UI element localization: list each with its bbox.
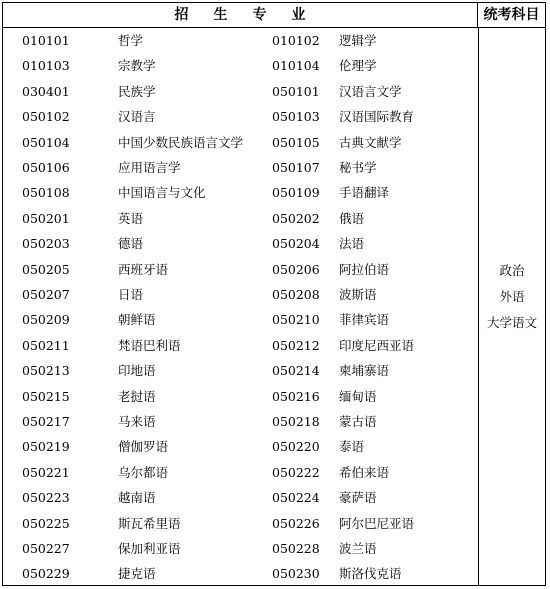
major-code: 050102 (22, 109, 70, 125)
major-code: 050104 (22, 134, 70, 150)
major-code: 050216 (272, 388, 320, 404)
major-code: 050103 (272, 109, 320, 125)
major-code: 010103 (22, 58, 70, 74)
major-code: 050212 (272, 337, 320, 353)
major-name: 法语 (339, 236, 365, 252)
table-row (3, 104, 478, 130)
major-code: 050208 (272, 287, 320, 302)
major-name: 民族学 (118, 83, 156, 99)
major-name: 中国少数民族语言文学 (118, 134, 244, 150)
major-name: 中国语言与文化 (118, 185, 206, 201)
major-code: 050229 (22, 566, 70, 582)
major-name: 蒙古语 (339, 414, 377, 429)
table-header (3, 3, 545, 28)
major-code: 050202 (272, 210, 320, 226)
major-name: 斯洛伐克语 (339, 566, 402, 582)
major-name: 应用语言学 (118, 160, 181, 175)
major-code: 050223 (22, 490, 70, 506)
major-name: 老挝语 (118, 388, 156, 404)
major-name: 菲律宾语 (339, 312, 390, 328)
major-name: 缅甸语 (339, 388, 377, 404)
table-row (3, 333, 478, 359)
major-code: 050109 (272, 185, 320, 201)
major-name: 汉语言文学 (339, 83, 402, 99)
table-row (3, 485, 478, 511)
major-code: 050214 (272, 363, 320, 379)
major-name: 哲学 (118, 33, 144, 48)
major-code: 050210 (272, 312, 320, 328)
major-code: 050206 (272, 261, 320, 277)
major-code: 050221 (22, 464, 70, 480)
major-name: 手语翻译 (339, 185, 390, 201)
major-code: 010104 (272, 58, 320, 74)
major-code: 010101 (22, 33, 70, 48)
major-name: 日语 (118, 287, 144, 302)
exam-subject-foreign-language: 外语 (499, 289, 525, 304)
table-row (3, 231, 478, 257)
major-name: 波兰语 (339, 541, 377, 556)
major-name: 俄语 (339, 210, 365, 226)
major-name: 越南语 (118, 490, 156, 506)
majors-table (2, 2, 546, 586)
major-code: 010102 (272, 33, 320, 48)
major-name: 阿拉伯语 (339, 261, 390, 277)
table-row (3, 155, 478, 181)
major-name: 朝鲜语 (118, 312, 156, 328)
major-name: 捷克语 (118, 566, 156, 582)
major-name: 宗教学 (118, 58, 156, 74)
major-code: 050209 (22, 312, 70, 328)
major-name: 马来语 (118, 414, 156, 429)
major-name: 汉语言 (118, 109, 156, 125)
major-name: 阿尔巴尼亚语 (339, 515, 415, 531)
major-code: 050227 (22, 541, 70, 556)
header-exam-subjects: 统考科目 (483, 7, 540, 23)
major-name: 僧伽罗语 (118, 439, 169, 455)
major-name: 希伯来语 (339, 464, 390, 480)
table-row (3, 257, 478, 283)
table-row (3, 180, 478, 206)
table-row (3, 206, 478, 232)
major-code: 050201 (22, 210, 70, 226)
major-code: 030401 (22, 83, 70, 99)
major-code: 050230 (272, 566, 320, 582)
major-name: 泰语 (339, 439, 365, 455)
major-code: 050204 (272, 236, 320, 252)
major-name: 英语 (118, 210, 144, 226)
table-row (3, 358, 478, 384)
major-code: 050205 (22, 261, 70, 277)
table-row (3, 511, 478, 537)
exam-subjects-cell (479, 28, 545, 585)
major-code: 050224 (272, 490, 320, 506)
major-name: 西班牙语 (118, 261, 169, 277)
major-name: 古典文献学 (339, 134, 402, 150)
major-name: 柬埔寨语 (339, 363, 390, 379)
major-code: 050222 (272, 464, 320, 480)
table-row (3, 79, 478, 105)
major-name: 印地语 (118, 363, 156, 379)
major-name: 豪萨语 (339, 490, 377, 506)
major-code: 050228 (272, 541, 320, 556)
major-code: 050203 (22, 236, 70, 252)
table-row (3, 282, 478, 308)
major-code: 050211 (22, 337, 70, 353)
major-name: 秘书学 (339, 160, 377, 175)
exam-subject-college-chinese: 大学语文 (486, 315, 537, 330)
table-row (3, 28, 478, 54)
major-code: 050106 (22, 160, 70, 175)
major-code: 050215 (22, 388, 70, 404)
table-row (3, 130, 478, 156)
table-row (3, 536, 478, 562)
exam-subject-politics: 政治 (499, 263, 525, 278)
major-code: 050213 (22, 363, 70, 379)
table-row (3, 53, 478, 79)
major-code: 050220 (272, 439, 320, 455)
major-code: 050105 (272, 134, 320, 150)
major-code: 050207 (22, 287, 70, 302)
major-code: 050226 (272, 515, 320, 531)
major-code: 050218 (272, 414, 320, 429)
major-name: 伦理学 (339, 58, 377, 74)
major-name: 保加利亚语 (118, 541, 181, 556)
table-row (3, 409, 478, 435)
major-code: 050217 (22, 414, 70, 429)
major-name: 逻辑学 (339, 33, 377, 48)
table-row (3, 384, 478, 410)
major-code: 050219 (22, 439, 70, 455)
table-row (3, 307, 478, 333)
major-code: 050225 (22, 515, 70, 531)
major-name: 印度尼西亚语 (339, 337, 415, 353)
major-name: 德语 (118, 236, 144, 252)
table-row (3, 460, 478, 486)
major-code: 050108 (22, 185, 70, 201)
major-name: 斯瓦希里语 (118, 515, 181, 531)
major-name: 梵语巴利语 (118, 337, 181, 353)
table-row (3, 434, 478, 460)
header-majors: 招生专业 (3, 3, 478, 27)
major-code: 050107 (272, 160, 320, 175)
table-row (3, 561, 478, 587)
major-name: 乌尔都语 (118, 464, 169, 480)
major-code: 050101 (272, 83, 320, 99)
major-name: 汉语国际教育 (339, 109, 415, 125)
major-name: 波斯语 (339, 287, 377, 302)
